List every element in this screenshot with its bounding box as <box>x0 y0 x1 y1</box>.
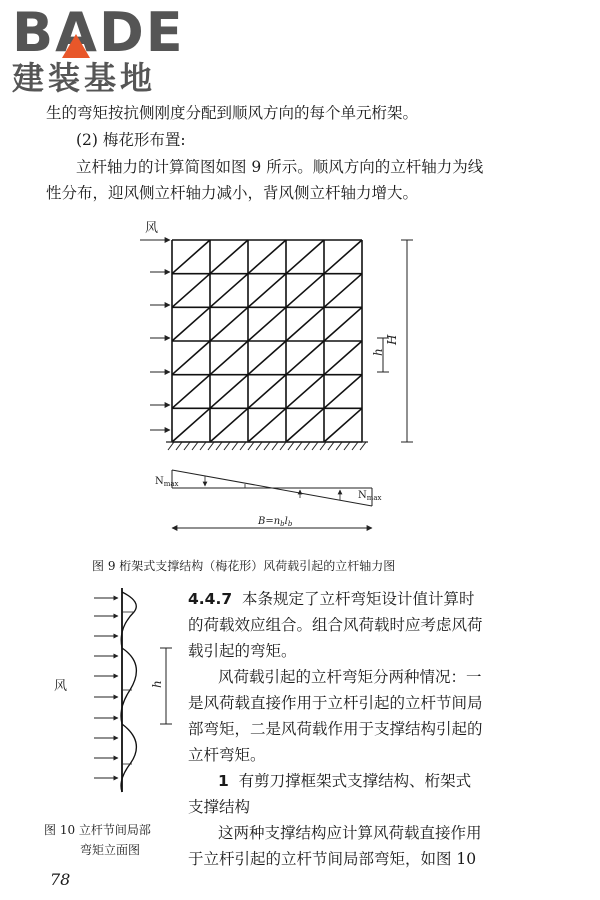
fig9-nmax-left: $N_{max}$ <box>155 476 179 488</box>
section-para3-line1: 这两种支撑结构应计算风荷载直接作用 <box>218 824 482 842</box>
logo-chinese: 建装基地 <box>12 59 157 97</box>
body-line-3: 立杆轴力的计算简图如图 9 所示。顺风方向的立杆轴力为线 <box>76 158 484 176</box>
section-line3: 载引起的弯矩。 <box>188 642 297 660</box>
section-para2-line4: 立杆弯矩。 <box>188 746 266 764</box>
section-para3-line2: 于立杆引起的立杆节间局部弯矩，如图 10 <box>188 850 477 868</box>
section-para2-line3: 部弯矩，二是风荷载作用于支撑结构引起的 <box>188 720 483 738</box>
subsection-1-line1: 1 有剪刀撑框架式支撑结构、桁架式 <box>218 772 472 790</box>
section-4-4-7-line1: 4.4.7 本条规定了立杆弯矩设计值计算时 <box>188 590 475 608</box>
section-line2: 的荷载效应组合。组合风荷载时应考虑风荷 <box>188 616 483 634</box>
subsection-1-line2: 支撑结构 <box>188 798 251 816</box>
section-number: 4.4.7 <box>188 590 233 608</box>
fig10-wind-label: 风 <box>54 679 68 694</box>
fig9-nmax-right: $N_{max}$ <box>358 490 382 502</box>
fig9-wind-label: 风 <box>145 221 159 236</box>
fig9-h-label: h <box>371 348 385 356</box>
logo-latin-text: BADE <box>12 1 185 64</box>
body-line-4: 性分布，迎风侧立杆轴力减小，背风侧立杆轴力增大。 <box>46 184 419 202</box>
subsection-number: 1 <box>218 772 229 790</box>
fig10-wind-arrows <box>94 598 118 778</box>
list-item-2: (2) 梅花形布置: <box>76 131 186 149</box>
figure-10-caption-line1: 图 10 立杆节间局部 <box>44 823 151 837</box>
fig9-H-label: H <box>385 334 399 345</box>
page-number: 78 <box>50 870 71 889</box>
fig9-B-label: $B=n_bl_b$ <box>258 516 293 528</box>
section-para2-line1: 风荷载引起的立杆弯矩分两种情况：一 <box>218 668 482 686</box>
body-line-1: 生的弯矩按抗侧刚度分配到顺风方向的每个单元桁架。 <box>46 104 419 122</box>
fig10-h-label: h <box>150 680 164 688</box>
fig10-moment-curve <box>121 592 136 792</box>
figure-9-caption: 图 9 桁架式支撑结构（梅花形）风荷载引起的立杆轴力图 <box>92 559 396 573</box>
section-para2-line2: 是风荷载直接作用于立杆引起的立杆节间局 <box>188 694 483 712</box>
figure-10-caption-line2: 弯矩立面图 <box>80 843 141 857</box>
